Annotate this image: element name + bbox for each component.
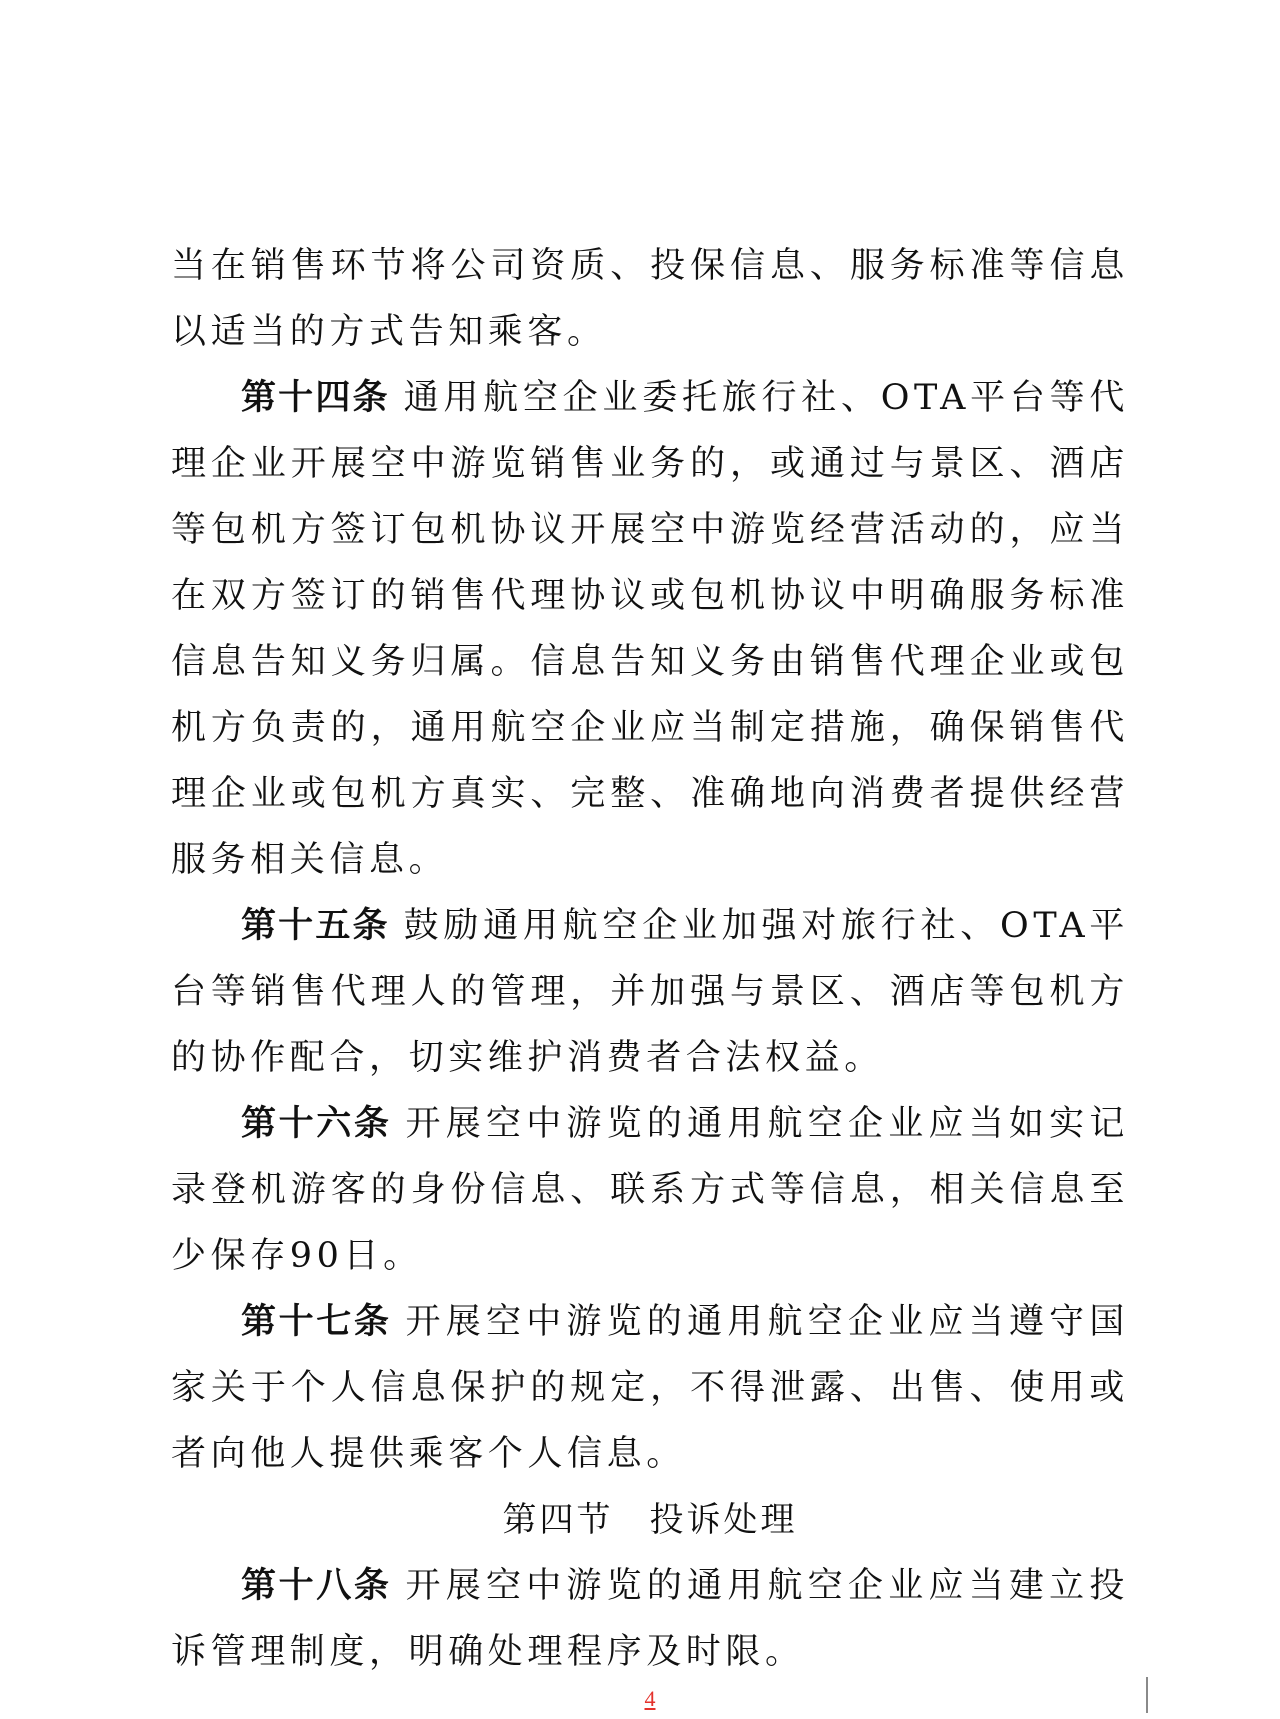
document-body [171, 233, 1129, 1685]
article-15 [171, 893, 1129, 1091]
margin-rule [1146, 1677, 1148, 1713]
article-text: 开展空中游览的通用航空企业应当遵守国家关于个人信息保护的规定，不得泄露、出售、使用或者向他人提供乘客个人信息。 [171, 1302, 1129, 1474]
article-16 [171, 1091, 1129, 1289]
article-14 [171, 365, 1129, 893]
paragraph-text: 当在销售环节将公司资质、投保信息、服务标准等信息以适当的方式告知乘客。 [171, 246, 1129, 352]
article-label: 第十五条 [241, 905, 390, 946]
article-text: 鼓励通用航空企业加强对旅行社、OTA平台等销售代理人的管理，并加强与景区、酒店等包机方的协作配合，切实维护消费者合法权益。 [171, 906, 1129, 1078]
article-text: 开展空中游览的通用航空企业应当如实记录登机游客的身份信息、联系方式等信息，相关信息至少保存90日。 [171, 1104, 1129, 1276]
article-label: 第十七条 [241, 1301, 392, 1342]
article-text: 开展空中游览的通用航空企业应当建立投诉管理制度，明确处理程序及时限。 [171, 1566, 1129, 1672]
article-18 [171, 1553, 1129, 1685]
page-number: 4 [644, 1686, 656, 1711]
article-label: 第十六条 [241, 1103, 392, 1144]
article-label: 第十四条 [241, 377, 390, 418]
article-17 [171, 1289, 1129, 1487]
article-label: 第十八条 [241, 1565, 392, 1606]
section-title: 投诉处理 [649, 1500, 798, 1540]
section-heading [171, 1487, 1129, 1553]
section-number: 第四节 [502, 1500, 614, 1540]
continuation-paragraph [171, 233, 1129, 365]
article-text: 通用航空企业委托旅行社、OTA平台等代理企业开展空中游览销售业务的，或通过与景区、酒店等包机方签订包机协议开展空中游览经营活动的，应当在双方签订的销售代理协议或包机协议中明确服务标准信息告知义务归属。信息告知义务由销售代理企业或包机方负责的，通用航空企业应当制定措施，确保销售代理企业或包机方真实、完整、准确地向消费者提供经营服务相关信息。 [171, 378, 1129, 880]
